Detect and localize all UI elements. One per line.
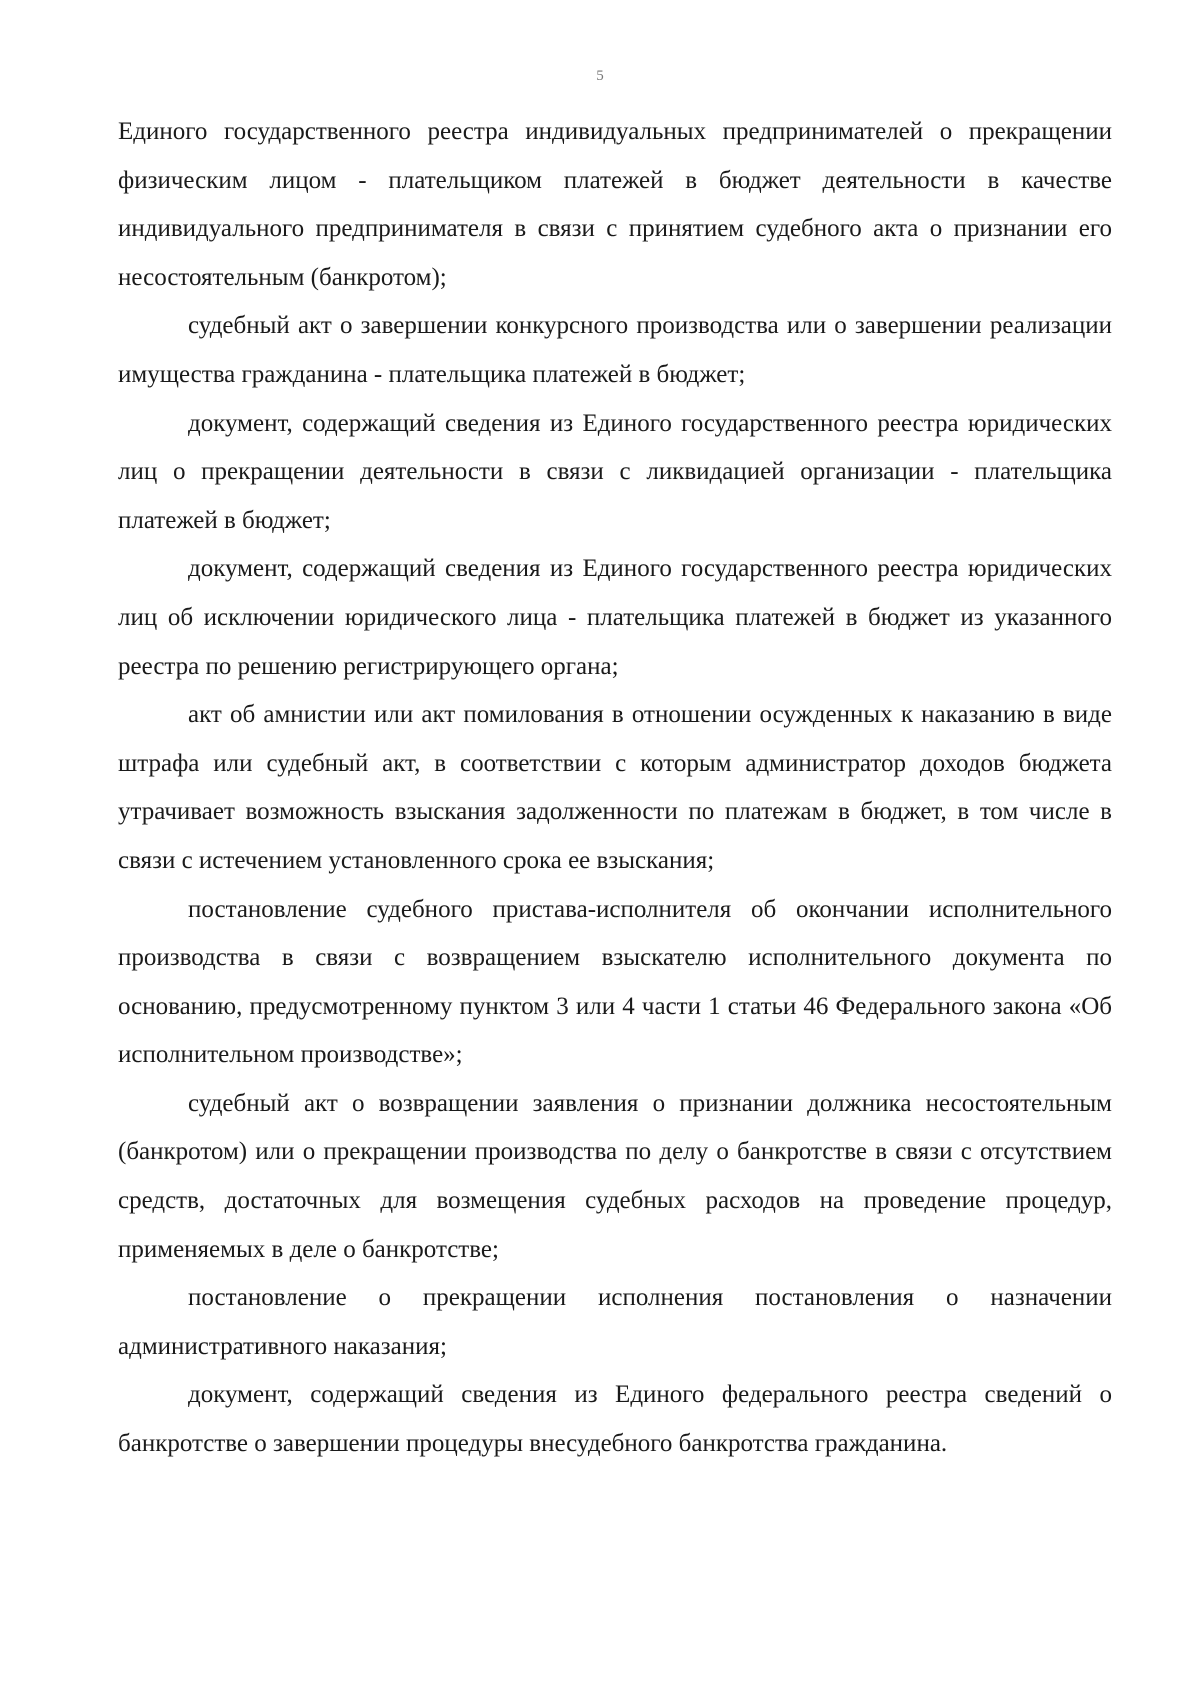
paragraph-7: судебный акт о возвращении заявления о признании должника несостоятельным (банкротом) или о прекращении производства по делу о банкротстве в связи с отсутствием средств, достаточных для возмещения судебных расходов на проведение процедур, применяемых в деле о банкротстве; bbox=[118, 1089, 1112, 1263]
paragraph-6: постановление судебного пристава-исполнителя об окончании исполнительного производства в связи с возвращением взыскателю исполнительного документа по основанию, предусмотренному пунктом 3 или 4 части 1 статьи 46 Федерального закона «Об исполнительном производстве»; bbox=[118, 895, 1112, 1069]
page-number: 5 bbox=[596, 68, 604, 84]
paragraph-8: постановление о прекращении исполнения постановления о назначении административного наказания; bbox=[118, 1284, 1112, 1360]
paragraph-4: документ, содержащий сведения из Единого государственного реестра юридических лиц об исключении юридического лица - плательщика платежей в бюджет из указанного реестра по решению регистрирующего органа; bbox=[118, 555, 1112, 680]
paragraph-9: документ, содержащий сведения из Единого федерального реестра сведений о банкротстве о завершении процедуры внесудебного банкротства гражданина. bbox=[118, 1381, 1112, 1458]
document-body bbox=[118, 108, 1112, 1469]
paragraph-3: документ, содержащий сведения из Единого государственного реестра юридических лиц о прекращении деятельности в связи с ликвидацией организации - плательщика платежей в бюджет; bbox=[118, 409, 1112, 534]
paragraph-1: Единого государственного реестра индивидуальных предпринимателей о прекращении физическим лицом - плательщиком платежей в бюджет деятельности в качестве индивидуального предпринимателя в связи с принятием судебного акта о признании его несостоятельным (банкротом); bbox=[118, 118, 1112, 291]
paragraph-5: акт об амнистии или акт помилования в отношении осужденных к наказанию в виде штрафа или судебный акт, в соответствии с которым администратор доходов бюджета утрачивает возможность взыскания задолженности по платежам в бюджет, в том числе в связи с истечением установленного срока ее взыскания; bbox=[118, 701, 1112, 874]
paragraph-2: судебный акт о завершении конкурсного производства или о завершении реализации имущества гражданина - плательщика платежей в бюджет; bbox=[118, 312, 1112, 388]
